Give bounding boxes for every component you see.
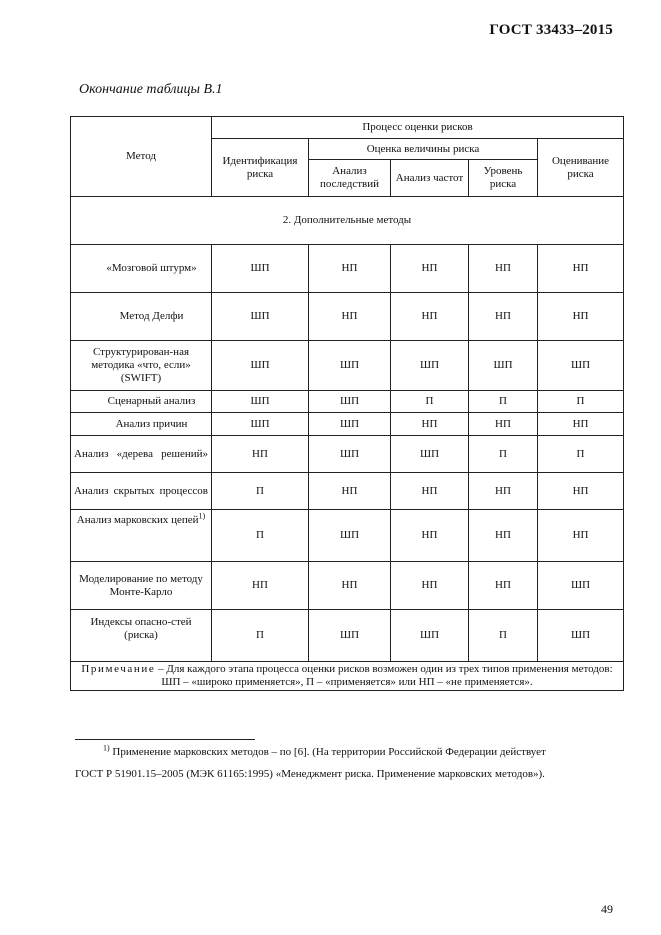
value-cell: ШП bbox=[212, 341, 309, 391]
value-cell: ШП bbox=[309, 510, 391, 562]
value-cell: ШП bbox=[309, 341, 391, 391]
method-name: «Мозговой штурм» bbox=[71, 245, 212, 293]
value-cell: П bbox=[538, 436, 624, 473]
value-cell: НП bbox=[309, 293, 391, 341]
value-cell: НП bbox=[469, 293, 538, 341]
value-cell: ШП bbox=[391, 341, 469, 391]
footnote-line-2: ГОСТ Р 51901.15–2005 (МЭК 61165:1995) «Менеджмент риска. Применение марковских методов»). bbox=[75, 768, 545, 780]
value-cell: ШП bbox=[309, 391, 391, 413]
value-cell: НП bbox=[309, 562, 391, 610]
method-name: Сценарный анализ bbox=[71, 391, 212, 413]
section-title: 2. Дополнительные методы bbox=[71, 197, 624, 245]
table-row bbox=[71, 341, 624, 391]
value-cell: ШП bbox=[469, 341, 538, 391]
value-cell: ШП bbox=[538, 341, 624, 391]
value-cell: НП bbox=[391, 245, 469, 293]
value-cell: ШП bbox=[391, 610, 469, 662]
footnote bbox=[75, 741, 623, 785]
table-row bbox=[71, 293, 624, 341]
value-cell: НП bbox=[391, 510, 469, 562]
value-cell: ШП bbox=[212, 293, 309, 341]
table-row bbox=[71, 413, 624, 436]
method-name: Анализ «дерева решений» bbox=[71, 436, 212, 473]
method-name: Структурирован-ная методика «что, если» (SWIFT) bbox=[71, 341, 212, 391]
value-cell: НП bbox=[391, 562, 469, 610]
value-cell: НП bbox=[469, 562, 538, 610]
method-name: Анализ причин bbox=[71, 413, 212, 436]
value-cell: ШП bbox=[538, 562, 624, 610]
method-name: Моделирование по методу Монте-Карло bbox=[71, 562, 212, 610]
value-cell: ШП bbox=[538, 610, 624, 662]
table-caption: Окончание таблицы В.1 bbox=[79, 82, 223, 97]
value-cell: П bbox=[538, 391, 624, 413]
table-row bbox=[71, 391, 624, 413]
value-cell: П bbox=[469, 391, 538, 413]
value-cell: ШП bbox=[212, 391, 309, 413]
header-frequency: Анализ частот bbox=[391, 160, 469, 197]
value-cell: НП bbox=[538, 245, 624, 293]
value-cell: НП bbox=[212, 436, 309, 473]
value-cell: НП bbox=[469, 473, 538, 510]
footnote-divider bbox=[75, 739, 255, 740]
value-cell: НП bbox=[538, 510, 624, 562]
header-magnitude: Оценка величины риска bbox=[309, 139, 538, 160]
value-cell: П bbox=[212, 610, 309, 662]
value-cell: ШП bbox=[212, 245, 309, 293]
value-cell: П bbox=[391, 391, 469, 413]
document-code: ГОСТ 33433–2015 bbox=[489, 22, 613, 38]
header-method: Метод bbox=[71, 117, 212, 197]
value-cell: НП bbox=[538, 473, 624, 510]
value-cell: ШП bbox=[212, 413, 309, 436]
value-cell: П bbox=[212, 473, 309, 510]
value-cell: ШП bbox=[309, 610, 391, 662]
footnote-mark: 1) bbox=[198, 511, 206, 521]
note-label: Примечание bbox=[81, 663, 156, 675]
value-cell: НП bbox=[391, 413, 469, 436]
value-cell: НП bbox=[391, 293, 469, 341]
header-level: Уровень риска bbox=[469, 160, 538, 197]
value-cell: П bbox=[469, 610, 538, 662]
value-cell: НП bbox=[469, 245, 538, 293]
header-identification: Идентификация риска bbox=[212, 139, 309, 197]
table-note bbox=[71, 662, 624, 691]
method-name: Метод Делфи bbox=[71, 293, 212, 341]
value-cell: НП bbox=[309, 473, 391, 510]
table-row bbox=[71, 510, 624, 562]
header-evaluation: Оценивание риска bbox=[538, 139, 624, 197]
note-text: – Для каждого этапа процесса оценки рисков возможен один из трех типов применения методов: ШП – «широко применяется», П – «применяется» или НП – «не применяется». bbox=[158, 663, 613, 688]
table-row bbox=[71, 436, 624, 473]
footnote-line-1: Применение марковских методов – по [6]. (На территории Российской Федерации действует bbox=[112, 746, 546, 758]
method-name bbox=[71, 510, 212, 562]
value-cell: НП bbox=[391, 473, 469, 510]
value-cell: НП bbox=[538, 413, 624, 436]
methods-table bbox=[70, 116, 624, 691]
value-cell: ШП bbox=[309, 413, 391, 436]
method-name: Анализ скрытых процессов bbox=[71, 473, 212, 510]
value-cell: НП bbox=[309, 245, 391, 293]
value-cell: ШП bbox=[309, 436, 391, 473]
footnote-number: 1) bbox=[103, 743, 110, 753]
value-cell: НП bbox=[538, 293, 624, 341]
table-row bbox=[71, 245, 624, 293]
value-cell: ШП bbox=[391, 436, 469, 473]
value-cell: П bbox=[212, 510, 309, 562]
method-name: Индексы опасно-стей (риска) bbox=[71, 610, 212, 662]
page-number: 49 bbox=[601, 902, 613, 916]
header-consequences: Анализ последствий bbox=[309, 160, 391, 197]
value-cell: НП bbox=[212, 562, 309, 610]
table-row bbox=[71, 473, 624, 510]
value-cell: НП bbox=[469, 413, 538, 436]
value-cell: П bbox=[469, 436, 538, 473]
table-row bbox=[71, 562, 624, 610]
table-row bbox=[71, 610, 624, 662]
value-cell: НП bbox=[469, 510, 538, 562]
header-process: Процесс оценки рисков bbox=[212, 117, 624, 139]
method-name-text: Анализ марковских цепей bbox=[76, 514, 199, 526]
